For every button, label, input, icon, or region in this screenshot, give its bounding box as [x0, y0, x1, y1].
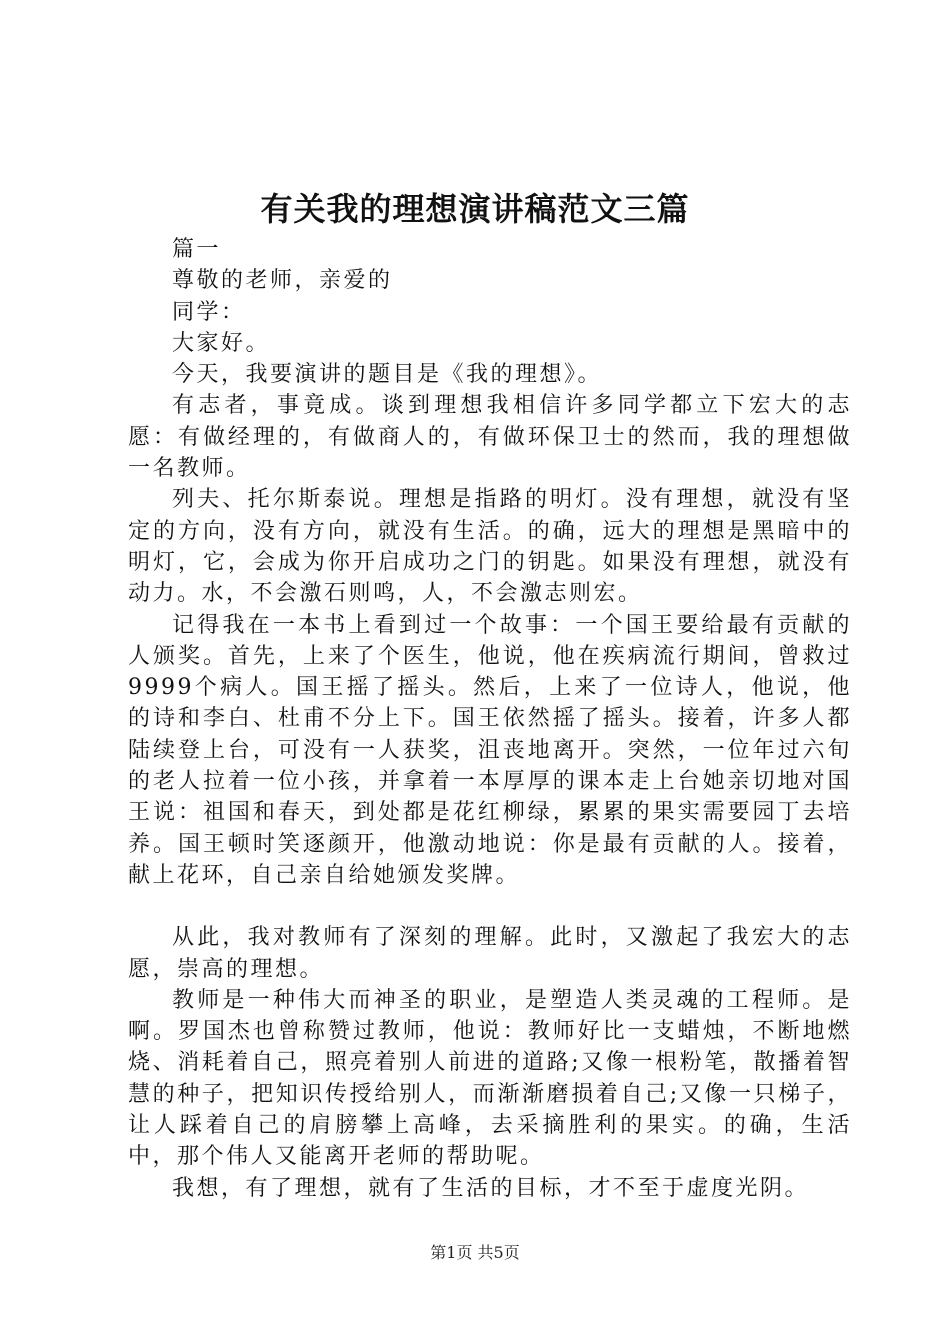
paragraph-spacer — [128, 891, 852, 922]
paragraph-section-heading: 篇一 — [172, 237, 222, 262]
paragraph: 教师是一种伟大而神圣的职业，是塑造人类灵魂的工程师。是啊。罗国杰也曾称赞过教师，他说：教师好比一支蜡烛，不断地燃烧、消耗着自己，照亮着别人前进的道路;又像一根粉笔，散播着智慧的种子，把知识传授给别人，而渐渐磨损着自己;又像一只梯子，让人踩着自己的肩膀攀上高峰，去采摘胜利的果实。的确，生活中，那个伟人又能离开老师的帮助呢。 — [128, 987, 852, 1170]
paragraph-greeting: 大家好。 — [172, 330, 271, 356]
paragraph: 有志者，事竟成。谈到理想我相信许多同学都立下宏大的志愿：有做经理的，有做商人的，有做环保卫士的然而，我的理想做一名教师。 — [128, 393, 852, 482]
paragraph-salutation: 尊敬的老师，亲爱的 — [172, 268, 393, 294]
page-number-footer: 第1页 共5页 — [430, 1243, 520, 1262]
paragraph: 记得我在一本书上看到过一个故事：一个国王要给最有贡献的人颁奖。首先，上来了个医生，他说，他在疾病流行期间，曾救过9999个病人。国王摇了摇头。然后，上来了一位诗人，他说，他的诗和李白、杜甫不分上下。国王依然摇了摇头。接着，许多人都陆续登上台，可没有一人获奖，沮丧地离开。突然，一位年过六旬的老人拉着一位小孩，并拿着一本厚厚的课本走上台她亲切地对国王说：祖国和春天，到处都是花红柳绿，累累的果实需要园丁去培养。国王顿时笑逐颜开，他激动地说：你是最有贡献的人。接着，献上花环，自己亲自给她颁发奖牌。 — [128, 612, 852, 888]
paragraph-topic: 今天，我要演讲的题目是《我的理想》。 — [172, 362, 603, 388]
paragraph: 从此，我对教师有了深刻的理解。此时，又激起了我宏大的志愿，崇高的理想。 — [128, 925, 852, 982]
paragraph: 我想，有了理想，就有了生活的目标，才不至于虚度光阴。 — [172, 1175, 810, 1201]
document-title: 有关我的理想演讲稿范文三篇 — [260, 190, 690, 228]
paragraph-salutation-cont: 同学： — [172, 299, 246, 325]
paragraph: 列夫、托尔斯泰说。理想是指路的明灯。没有理想，就没有坚定的方向，没有方向，就没有生活。的确，远大的理想是黑暗中的明灯，它，会成为你开启成功之门的钥匙。如果没有理想，就没有动力。水，不会激石则鸣，人，不会激志则宏。 — [128, 487, 852, 607]
document-body — [128, 234, 852, 1204]
